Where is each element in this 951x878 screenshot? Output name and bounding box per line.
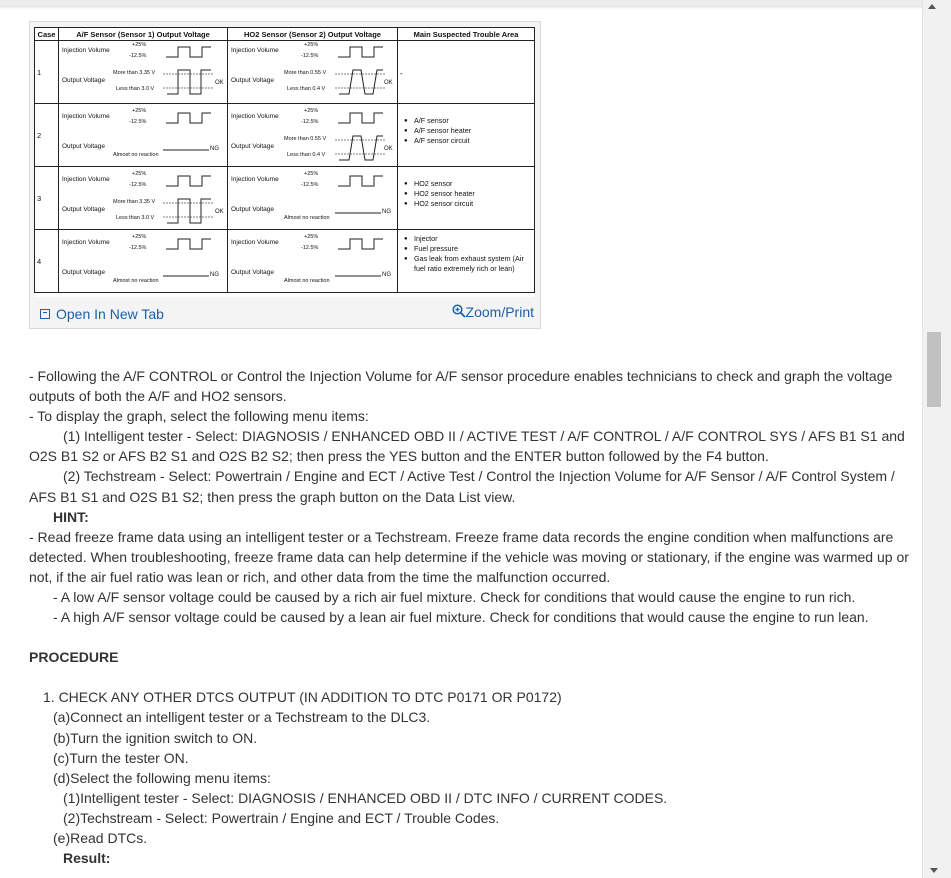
procedure-substep: (c)Turn the tester ON. [53, 749, 189, 766]
minus12-label: -12.5% [301, 53, 319, 59]
output-voltage-label: Output Voltage [62, 206, 106, 213]
injection-wave [338, 110, 383, 126]
zoom-icon [452, 304, 466, 318]
plus25-label: +25% [304, 42, 319, 48]
header-case: Case [35, 28, 59, 41]
procedure-substep: (d)Select the following menu items: [53, 769, 271, 786]
output-voltage-label: Output Voltage [231, 269, 275, 276]
paragraph: - Read freeze frame data using an intelligent tester or a Techstream. Freeze frame data records the engine condition when malfunctions are detected. When troubleshooting, freeze frame data can help determine if the vehicle was moving or stationary, if the engine was warmed up or not, if the air fuel ratio was lean or rich, and other data from the time the malfunction occurred. [29, 528, 909, 585]
case-row-2 [35, 104, 535, 167]
case-row-3 [35, 167, 535, 230]
flat-line [163, 142, 209, 152]
trouble-area-item: ● Fuel pressure [404, 244, 534, 254]
case-number: 4 [35, 230, 59, 293]
no-reaction-label: Almost no reaction [284, 215, 330, 221]
trouble-area-item: ● HO2 sensor circuit [404, 199, 534, 209]
plus25-label: +25% [304, 171, 319, 177]
vertical-scrollbar[interactable] [922, 0, 951, 878]
ng-label: NG [382, 209, 391, 215]
figure-links-bar [38, 304, 534, 322]
trouble-area-list [398, 234, 534, 274]
figure-image [34, 27, 534, 297]
result-label: Result: [63, 850, 111, 867]
procedure-substep: (e)Read DTCs. [53, 829, 148, 846]
procedure-substep: (2)Techstream - Select: Powertrain / Engine and ECT / Trouble Codes. [63, 809, 500, 826]
procedure-substep: (b)Turn the ignition switch to ON. [53, 729, 258, 746]
scroll-down-arrow-icon[interactable] [930, 868, 938, 873]
trouble-area-cell [398, 230, 535, 293]
figure-frame [29, 21, 541, 329]
ok-label: OK [384, 80, 393, 86]
trouble-area-item: ● Gas leak from exhaust system (Air fuel ratio extremely rich or lean) [404, 254, 534, 274]
ok-label: OK [384, 146, 393, 152]
no-area-dash: - [400, 69, 403, 78]
flat-line [335, 268, 381, 278]
procedure-heading: PROCEDURE [29, 649, 119, 666]
af-cell [59, 41, 228, 104]
injection-wave [166, 236, 211, 252]
top-toolbar-shadow [0, 6, 922, 9]
header-af-sensor: A/F Sensor (Sensor 1) Output Voltage [59, 28, 228, 41]
minus12-label: -12.5% [301, 182, 319, 188]
trouble-area-item: ● A/F sensor circuit [404, 136, 534, 146]
plus25-label: +25% [304, 234, 319, 240]
case-number: 2 [35, 104, 59, 167]
open-new-tab-link[interactable] [40, 306, 164, 322]
open-new-tab-icon [40, 309, 50, 319]
trouble-area-cell [398, 167, 535, 230]
plus25-label: +25% [132, 108, 147, 114]
hint-heading: HINT: [53, 508, 89, 525]
trouble-area-cell [398, 104, 535, 167]
trouble-area-item: ● A/F sensor heater [404, 126, 534, 136]
minus12-label: -12.5% [129, 119, 147, 125]
article-body [29, 366, 913, 868]
trouble-area-cell [398, 41, 535, 104]
ho2-voltage-wave [335, 134, 385, 162]
injection-volume-label: Injection Volume [231, 47, 279, 54]
ho2-cell [228, 230, 398, 293]
ho2-cell [228, 41, 398, 104]
minus12-label: -12.5% [129, 182, 147, 188]
case-row-4 [35, 230, 535, 293]
injection-volume-label: Injection Volume [231, 239, 279, 246]
af-less-label: Less than 3.0 V [116, 215, 155, 221]
injection-wave [166, 44, 211, 60]
paragraph: - To display the graph, select the following menu items: [29, 408, 369, 425]
output-voltage-label: Output Voltage [231, 77, 275, 84]
output-voltage-label: Output Voltage [231, 206, 275, 213]
injection-volume-label: Injection Volume [62, 239, 110, 246]
no-reaction-label: Almost no reaction [113, 152, 159, 158]
procedure-substep: (1)Intelligent tester - Select: DIAGNOSIS / ENHANCED OBD II / DTC INFO / CURRENT CODES. [63, 789, 668, 806]
af-cell [59, 104, 228, 167]
output-voltage-label: Output Voltage [231, 143, 275, 150]
zoom-print-link[interactable] [452, 304, 534, 320]
af-cell [59, 167, 228, 230]
ho2-more-label: More than 0.55 V [284, 70, 327, 76]
ho2-cell [228, 167, 398, 230]
paragraph: - A high A/F sensor voltage could be caused by a lean air fuel mixture. Check for conditions that would cause the engine to run lean. [53, 609, 869, 626]
output-voltage-label: Output Voltage [62, 269, 106, 276]
no-reaction-label: Almost no reaction [113, 278, 159, 284]
plus25-label: +25% [304, 108, 319, 114]
af-more-label: More than 3.35 V [113, 70, 156, 76]
trouble-area-item: ● Injector [404, 234, 534, 244]
injection-wave [338, 44, 383, 60]
af-voltage-wave [163, 197, 213, 225]
trouble-area-item: ● A/F sensor [404, 116, 534, 126]
procedure-step: 1. CHECK ANY OTHER DTCS OUTPUT (IN ADDITION TO DTC P0171 OR P0172) [43, 689, 562, 706]
injection-volume-label: Injection Volume [62, 176, 110, 183]
af-voltage-wave [163, 68, 213, 96]
trouble-area-list [398, 116, 534, 146]
ng-label: NG [382, 272, 391, 278]
af-less-label: Less than 3.0 V [116, 86, 155, 92]
ng-label: NG [210, 272, 219, 278]
ho2-voltage-wave [335, 68, 385, 96]
no-reaction-label: Almost no reaction [284, 278, 330, 284]
injection-volume-label: Injection Volume [62, 47, 110, 54]
case-number: 1 [35, 41, 59, 104]
scrollbar-thumb[interactable] [927, 332, 941, 407]
injection-volume-label: Injection Volume [231, 176, 279, 183]
ok-label: OK [215, 80, 224, 86]
ok-label: OK [215, 209, 224, 215]
af-more-label: More than 3.35 V [113, 199, 156, 205]
paragraph: (1) Intelligent tester - Select: DIAGNOSIS / ENHANCED OBD II / ACTIVE TEST / A/F CONTROL / A/F CONTROL SYS / AFS B1 S1 and O2S B1 S2 or AFS B2 S1 and O2S B2 S2; then press the YES button and the ENTER button followed by the F4 button. [29, 428, 905, 465]
scroll-up-arrow-icon[interactable] [928, 4, 936, 9]
ho2-less-label: Less than 0.4 V [287, 152, 326, 158]
paragraph: - A low A/F sensor voltage could be caused by a rich air fuel mixture. Check for conditions that would cause the engine to run rich. [53, 589, 856, 606]
injection-wave [166, 173, 211, 189]
flat-line [163, 268, 209, 278]
case-number: 3 [35, 167, 59, 230]
output-voltage-label: Output Voltage [62, 143, 106, 150]
ho2-less-label: Less than 0.4 V [287, 86, 326, 92]
injection-wave [338, 173, 383, 189]
zoom-print-label: Zoom/Print [465, 304, 534, 320]
plus25-label: +25% [132, 42, 147, 48]
paragraph: - Following the A/F CONTROL or Control the Injection Volume for A/F sensor procedure enables technicians to check and graph the voltage outputs of both the A/F and HO2 sensors. [29, 368, 893, 405]
plus25-label: +25% [132, 234, 147, 240]
injection-wave [338, 236, 383, 252]
trouble-area-item: ● HO2 sensor [404, 179, 534, 189]
ng-label: NG [210, 146, 219, 152]
procedure-substep: (a)Connect an intelligent tester or a Techstream to the DLC3. [53, 709, 431, 726]
ho2-more-label: More than 0.55 V [284, 136, 327, 142]
header-trouble-area: Main Suspected Trouble Area [398, 28, 535, 41]
open-new-tab-label: Open In New Tab [56, 306, 164, 322]
paragraph: (2) Techstream - Select: Powertrain / Engine and ECT / Active Test / Control the Injection Volume for A/F Sensor / A/F Control System / AFS B1 S1 and O2S B1 S2; then press the graph button on the Data List view. [29, 468, 895, 505]
plus25-label: +25% [132, 171, 147, 177]
minus12-label: -12.5% [129, 53, 147, 59]
minus12-label: -12.5% [301, 119, 319, 125]
injection-volume-label: Injection Volume [62, 113, 110, 120]
output-voltage-label: Output Voltage [62, 77, 106, 84]
ho2-cell [228, 104, 398, 167]
minus12-label: -12.5% [129, 245, 147, 251]
trouble-area-item: ● HO2 sensor heater [404, 189, 534, 199]
flat-line [335, 205, 381, 215]
voltage-table [34, 27, 535, 293]
header-ho2-sensor: HO2 Sensor (Sensor 2) Output Voltage [228, 28, 398, 41]
af-cell [59, 230, 228, 293]
injection-wave [166, 110, 211, 126]
injection-volume-label: Injection Volume [231, 113, 279, 120]
trouble-area-list [398, 179, 534, 209]
case-row-1 [35, 41, 535, 104]
minus12-label: -12.5% [301, 245, 319, 251]
